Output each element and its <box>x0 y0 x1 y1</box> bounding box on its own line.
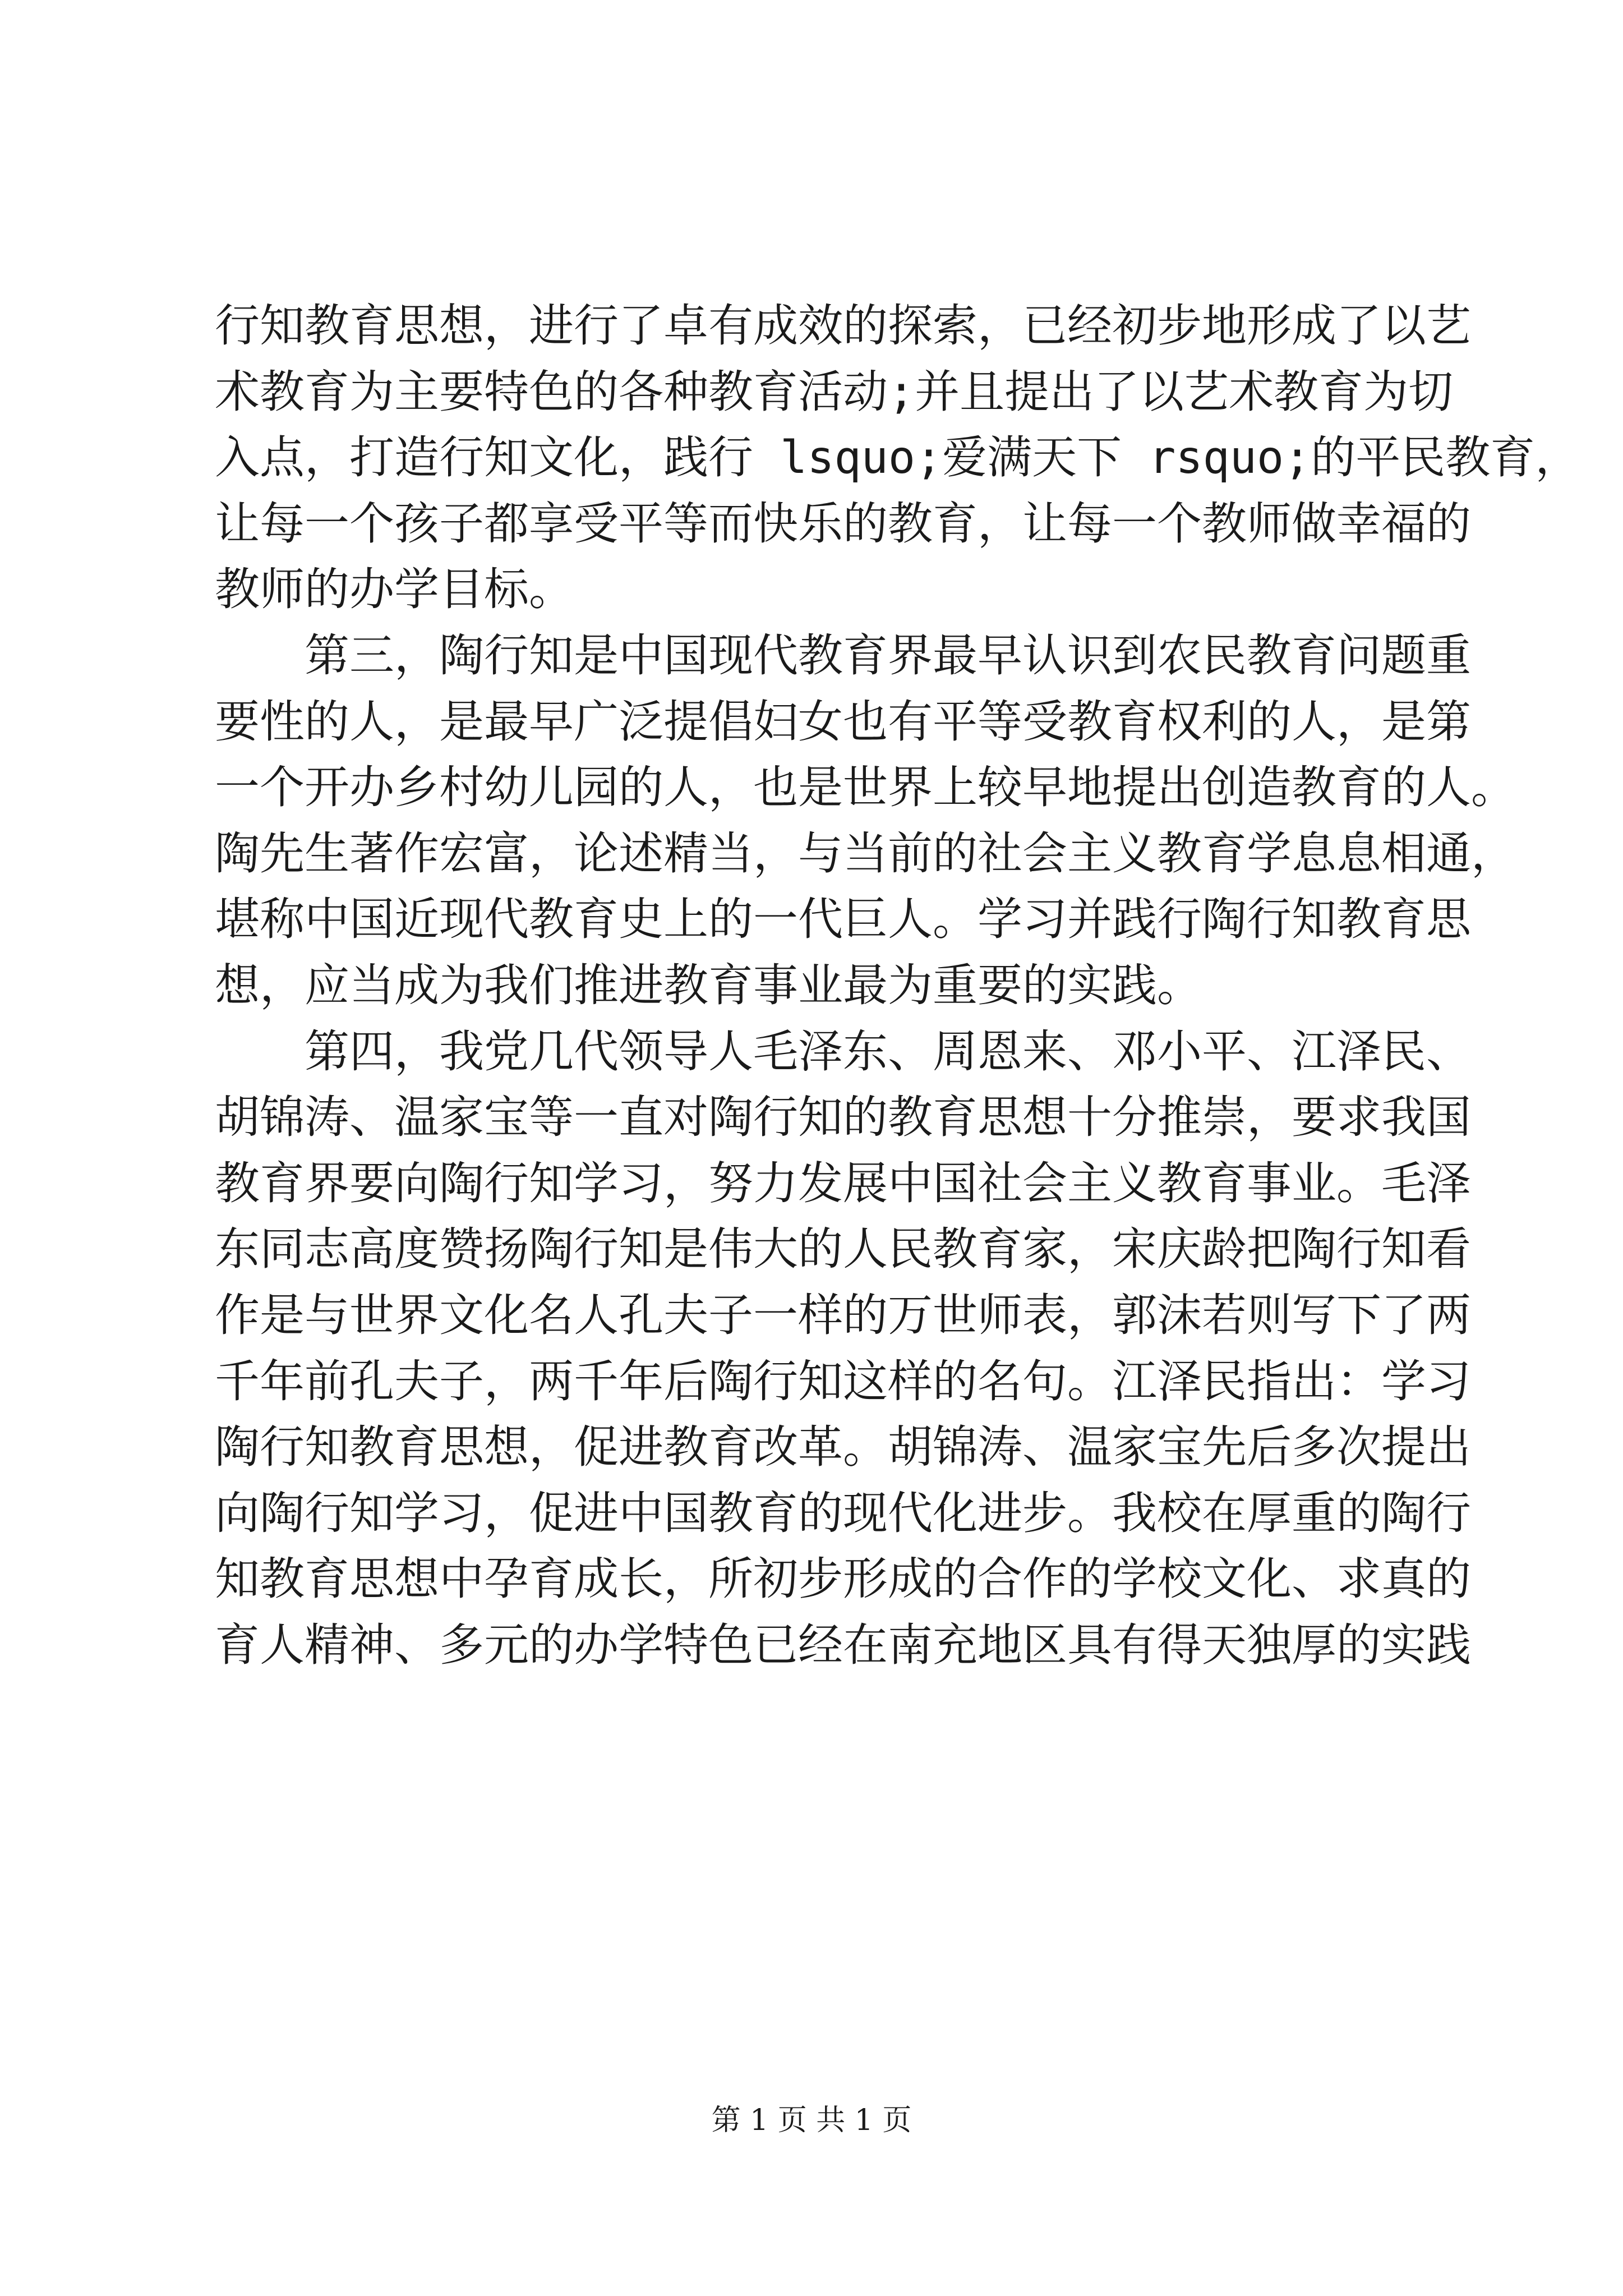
text-line-19: 向陶行知学习，促进中国教育的现代化进步。我校在厚重的陶行 <box>215 1487 1471 1539</box>
text-line-14: 教育界要向陶行知学习，努力发展中国社会主义教育事业。毛泽 <box>215 1157 1471 1209</box>
page-footer <box>0 2101 1623 2140</box>
text-line-21: 育人精神、多元的办学特色已经在南充地区具有得天独厚的实践 <box>215 1618 1471 1671</box>
text-line-8: 一个开办乡村幼儿园的人，也是世界上较早地提出创造教育的人。 <box>215 761 1516 814</box>
page-number-label: 第 1 页 共 1 页 <box>711 2104 912 2137</box>
text-line-18: 陶行知教育思想，促进教育改革。胡锦涛、温家宝先后多次提出 <box>215 1421 1471 1474</box>
text-line-9: 陶先生著作宏富，论述精当，与当前的社会主义教育学息息相通， <box>215 827 1516 880</box>
text-line-3: 入点，打造行知文化，践行 lsquo;爱满天下 rsquo;的平民教育， <box>215 431 1580 484</box>
text-line-17: 千年前孔夫子，两千年后陶行知这样的名句。江泽民指出：学习 <box>215 1355 1471 1407</box>
text-line-11: 想，应当成为我们推进教育事业最为重要的实践。 <box>215 959 1202 1011</box>
text-line-13: 胡锦涛、温家宝等一直对陶行知的教育思想十分推崇，要求我国 <box>215 1091 1471 1144</box>
text-line-2: 术教育为主要特色的各种教育活动;并且提出了以艺术教育为切 <box>215 365 1454 418</box>
text-line-15: 东同志高度赞扬陶行知是伟大的人民教育家，宋庆龄把陶行知看 <box>215 1223 1471 1276</box>
text-line-7: 要性的人，是最早广泛提倡妇女也有平等受教育权利的人，是第 <box>215 695 1471 748</box>
text-line-1: 行知教育思想，进行了卓有成效的探索，已经初步地形成了以艺 <box>215 300 1471 352</box>
text-line-10: 堪称中国近现代教育史上的一代巨人。学习并践行陶行知教育思 <box>215 893 1471 946</box>
text-line-6: 第三，陶行知是中国现代教育界最早认识到农民教育问题重 <box>215 629 1471 682</box>
text-line-4: 让每一个孩子都享受平等而快乐的教育，让每一个教师做幸福的 <box>215 497 1471 550</box>
document-body <box>215 293 1580 1678</box>
text-line-16: 作是与世界文化名人孔夫子一样的万世师表，郭沫若则写下了两 <box>215 1289 1471 1341</box>
text-line-5: 教师的办学目标。 <box>215 563 574 616</box>
text-line-20: 知教育思想中孕育成长，所初步形成的合作的学校文化、求真的 <box>215 1553 1471 1605</box>
text-line-12: 第四，我党几代领导人毛泽东、周恩来、邓小平、江泽民、 <box>215 1025 1471 1078</box>
